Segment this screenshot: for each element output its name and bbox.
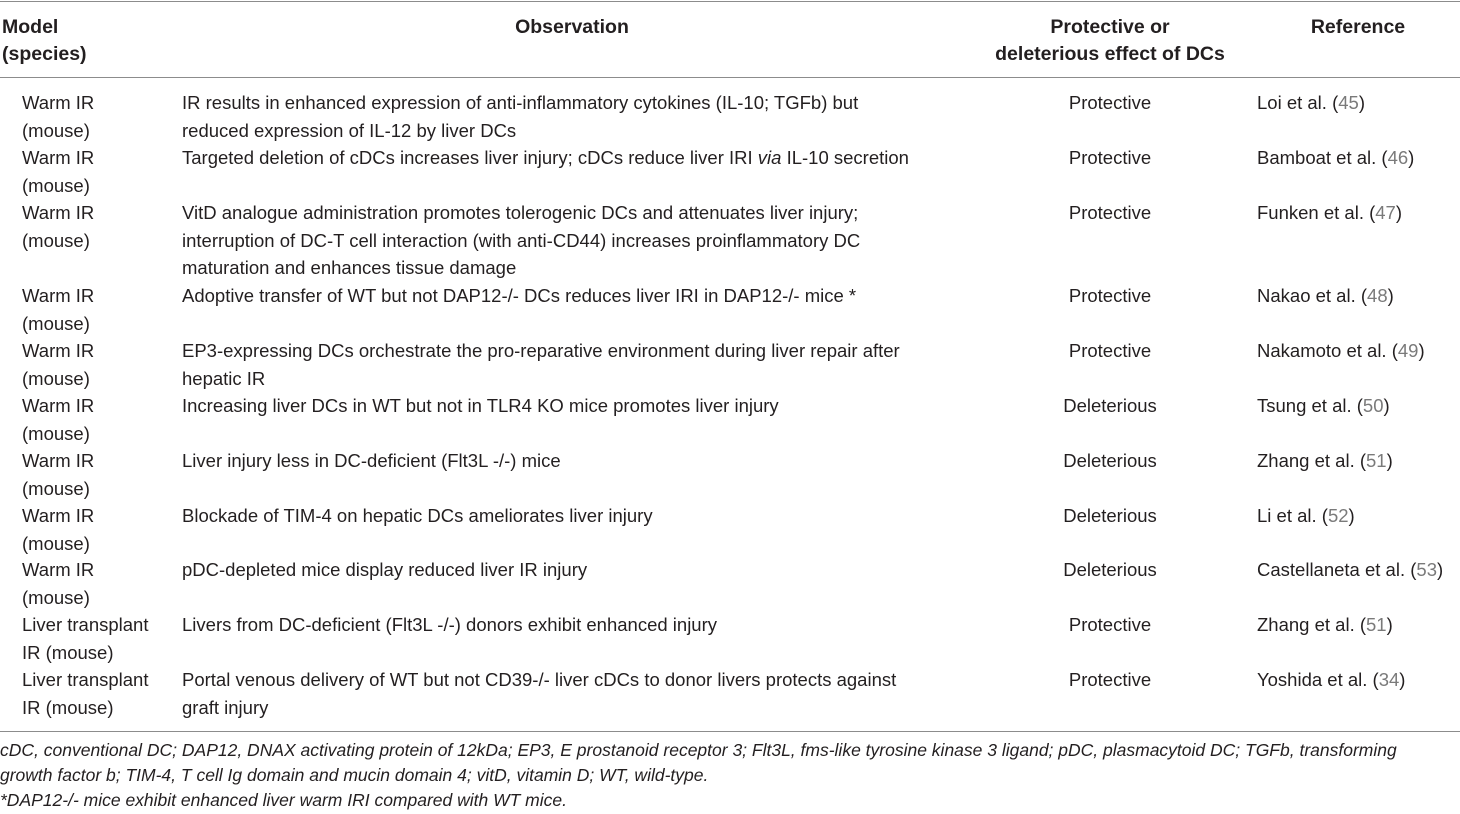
reference-citation-link[interactable]: 47 xyxy=(1375,202,1396,223)
cell-observation-line: maturation and enhances tissue damage xyxy=(182,257,517,278)
header-reference: Reference xyxy=(1310,16,1406,38)
cell-model xyxy=(22,89,172,144)
reference-close-paren: ) xyxy=(1387,285,1394,306)
reference-citation-link[interactable]: 50 xyxy=(1362,395,1384,416)
cell-effect: Protective xyxy=(1068,285,1152,306)
cell-model xyxy=(22,392,172,447)
cell-observation xyxy=(182,556,982,584)
cell-observation-line: Liver injury less in DC-deficient (Flt3L -/-) mice xyxy=(182,450,561,471)
reference-close-paren: ) xyxy=(1386,450,1393,471)
cell-effect: Protective xyxy=(1068,147,1152,168)
cell-model-line: IR (mouse) xyxy=(22,641,114,663)
cell-observation xyxy=(182,89,982,144)
reference-author: Yoshida et al. ( xyxy=(1257,669,1379,690)
cell-model-line: Warm IR xyxy=(22,450,95,471)
header-model-line-2: (species) xyxy=(2,43,87,65)
header-model xyxy=(2,14,87,68)
cell-effect: Protective xyxy=(1068,340,1152,361)
cell-observation-line: EP3-expressing DCs orchestrate the pro-reparative environment during liver repair after xyxy=(182,340,900,361)
reference-close-paren: ) xyxy=(1436,559,1444,580)
header-observation: Observation xyxy=(515,16,629,38)
cell-observation-line: Blockade of TIM-4 on hepatic DCs ameliorates liver injury xyxy=(182,505,653,526)
cell-effect: Deleterious xyxy=(1063,395,1157,416)
cell-reference xyxy=(1257,337,1457,365)
cell-model xyxy=(22,447,172,502)
cell-model-line: (mouse) xyxy=(22,532,90,554)
reference-citation-link[interactable]: 48 xyxy=(1367,285,1388,306)
cell-observation xyxy=(182,199,982,282)
cell-model xyxy=(22,144,172,199)
cell-observation-line: Adoptive transfer of WT but not DAP12-/- DCs reduces liver IRI in DAP12-/- mice * xyxy=(182,285,857,306)
cell-observation-line: Targeted deletion of cDCs increases liver injury; cDCs reduce liver IRI via IL-10 secretion xyxy=(182,147,909,168)
reference-close-paren: ) xyxy=(1418,340,1425,361)
cell-reference xyxy=(1257,392,1457,420)
cell-model-line: Warm IR xyxy=(22,505,95,526)
reference-citation-link[interactable]: 52 xyxy=(1327,505,1349,526)
cell-model xyxy=(22,282,172,337)
cell-model-line: Warm IR xyxy=(22,92,95,113)
header-effect xyxy=(980,14,1240,68)
cell-model-line: Warm IR xyxy=(22,395,95,416)
footnote-line-1: cDC, conventional DC; DAP12, DNAX activating protein of 12kDa; EP3, E prostanoid receptor 3; Flt3L, fms-like tyrosine kinase 3 ligand; pDC, plasmacytoid DC; TGFb, transforming xyxy=(0,740,1397,760)
reference-author: Zhang et al. ( xyxy=(1257,450,1367,471)
cell-observation xyxy=(182,666,982,721)
cell-effect: Protective xyxy=(1068,614,1152,635)
footnote-line-2: growth factor b; TIM-4, T cell Ig domain and mucin domain 4; vitD, vitamin D; WT, wild-type. xyxy=(0,765,709,785)
reference-author: Bamboat et al. ( xyxy=(1257,147,1388,168)
cell-model xyxy=(22,337,172,392)
cell-model xyxy=(22,502,172,557)
cell-effect: Deleterious xyxy=(1063,450,1157,471)
cell-reference xyxy=(1257,89,1457,117)
cell-observation xyxy=(182,392,982,420)
cell-model-line: (mouse) xyxy=(22,367,90,389)
cell-observation-line: Livers from DC-deficient (Flt3L -/-) donors exhibit enhanced injury xyxy=(182,614,718,635)
cell-observation xyxy=(182,447,982,475)
reference-close-paren: ) xyxy=(1399,669,1406,690)
table-top-rule xyxy=(0,1,1460,2)
cell-reference xyxy=(1257,611,1457,639)
reference-citation-link[interactable]: 49 xyxy=(1397,340,1419,361)
cell-effect: Deleterious xyxy=(1063,505,1157,526)
reference-author: Nakao et al. ( xyxy=(1257,285,1368,306)
cell-effect: Protective xyxy=(1068,202,1152,223)
cell-observation-line: VitD analogue administration promotes tolerogenic DCs and attenuates liver injury; xyxy=(182,202,859,223)
cell-observation-line: Increasing liver DCs in WT but not in TLR4 KO mice promotes liver injury xyxy=(182,395,779,416)
cell-observation xyxy=(182,502,982,530)
cell-observation-line: reduced expression of IL-12 by liver DCs xyxy=(182,119,517,141)
cell-model-line: (mouse) xyxy=(22,312,90,334)
cell-model-line: Warm IR xyxy=(22,147,95,168)
cell-reference xyxy=(1257,666,1457,694)
cell-model-line: Warm IR xyxy=(22,285,95,306)
cell-observation-line: pDC-depleted mice display reduced liver IR injury xyxy=(182,559,588,580)
reference-citation-link[interactable]: 51 xyxy=(1366,614,1387,635)
cell-observation-line: hepatic IR xyxy=(182,367,266,389)
cell-reference xyxy=(1257,502,1457,530)
cell-observation-line: Portal venous delivery of WT but not CD39-/- liver cDCs to donor livers protects against xyxy=(182,669,897,690)
cell-model xyxy=(22,199,172,254)
cell-reference xyxy=(1257,144,1457,172)
cell-model xyxy=(22,666,172,721)
cell-effect: Deleterious xyxy=(1063,559,1157,580)
reference-author: Loi et al. ( xyxy=(1257,92,1339,113)
reference-close-paren: ) xyxy=(1408,147,1415,168)
reference-author: Zhang et al. ( xyxy=(1257,614,1367,635)
reference-citation-link[interactable]: 53 xyxy=(1416,559,1437,580)
reference-author: Nakamoto et al. ( xyxy=(1257,340,1398,361)
reference-close-paren: ) xyxy=(1386,614,1393,635)
cell-observation xyxy=(182,144,982,172)
cell-model-line: (mouse) xyxy=(22,174,90,196)
cell-model-line: Warm IR xyxy=(22,340,95,361)
cell-model-line: Liver transplant xyxy=(22,669,149,690)
header-model-line-1: Model xyxy=(2,16,59,38)
cell-model-line: Warm IR xyxy=(22,559,95,580)
header-effect-line-1: Protective or xyxy=(1050,16,1170,38)
reference-author: Funken et al. ( xyxy=(1257,202,1376,223)
cell-effect: Protective xyxy=(1068,92,1152,113)
footnote-line-3: *DAP12-/- mice exhibit enhanced liver warm IRI compared with WT mice. xyxy=(0,790,567,810)
cell-model-line: (mouse) xyxy=(22,119,90,141)
table-bottom-rule xyxy=(0,731,1460,732)
cell-model-line: (mouse) xyxy=(22,477,90,499)
reference-author: Castellaneta et al. ( xyxy=(1257,559,1417,580)
reference-close-paren: ) xyxy=(1383,395,1390,416)
header-bottom-rule xyxy=(0,77,1460,78)
cell-effect: Protective xyxy=(1068,669,1152,690)
cell-model-line: Warm IR xyxy=(22,202,95,223)
cell-observation xyxy=(182,337,982,392)
reference-close-paren: ) xyxy=(1395,202,1403,223)
cell-observation xyxy=(182,282,982,310)
cell-model-line: Liver transplant xyxy=(22,614,149,635)
cell-model-line: IR (mouse) xyxy=(22,696,114,718)
header-effect-line-2: deleterious effect of DCs xyxy=(995,43,1225,65)
cell-observation-line: interruption of DC-T cell interaction (with anti-CD44) increases proinflammatory DC xyxy=(182,229,861,251)
cell-model-line: (mouse) xyxy=(22,229,90,251)
cell-reference xyxy=(1257,282,1457,310)
cell-model xyxy=(22,556,172,611)
reference-close-paren: ) xyxy=(1358,92,1365,113)
cell-model-line: (mouse) xyxy=(22,586,90,608)
cell-observation-line: IR results in enhanced expression of anti-inflammatory cytokines (IL-10; TGFb) but xyxy=(182,92,859,113)
reference-citation-link[interactable]: 34 xyxy=(1378,669,1400,690)
reference-author: Li et al. ( xyxy=(1257,505,1328,526)
cell-model-line: (mouse) xyxy=(22,422,90,444)
reference-author: Tsung et al. ( xyxy=(1257,395,1363,416)
reference-close-paren: ) xyxy=(1348,505,1355,526)
reference-citation-link[interactable]: 51 xyxy=(1366,450,1387,471)
reference-citation-link[interactable]: 45 xyxy=(1338,92,1359,113)
cell-reference xyxy=(1257,556,1457,584)
reference-citation-link[interactable]: 46 xyxy=(1387,147,1409,168)
cell-observation xyxy=(182,611,982,639)
cell-reference xyxy=(1257,447,1457,475)
cell-model xyxy=(22,611,172,666)
cell-observation-line: graft injury xyxy=(182,696,269,718)
cell-reference xyxy=(1257,199,1457,227)
